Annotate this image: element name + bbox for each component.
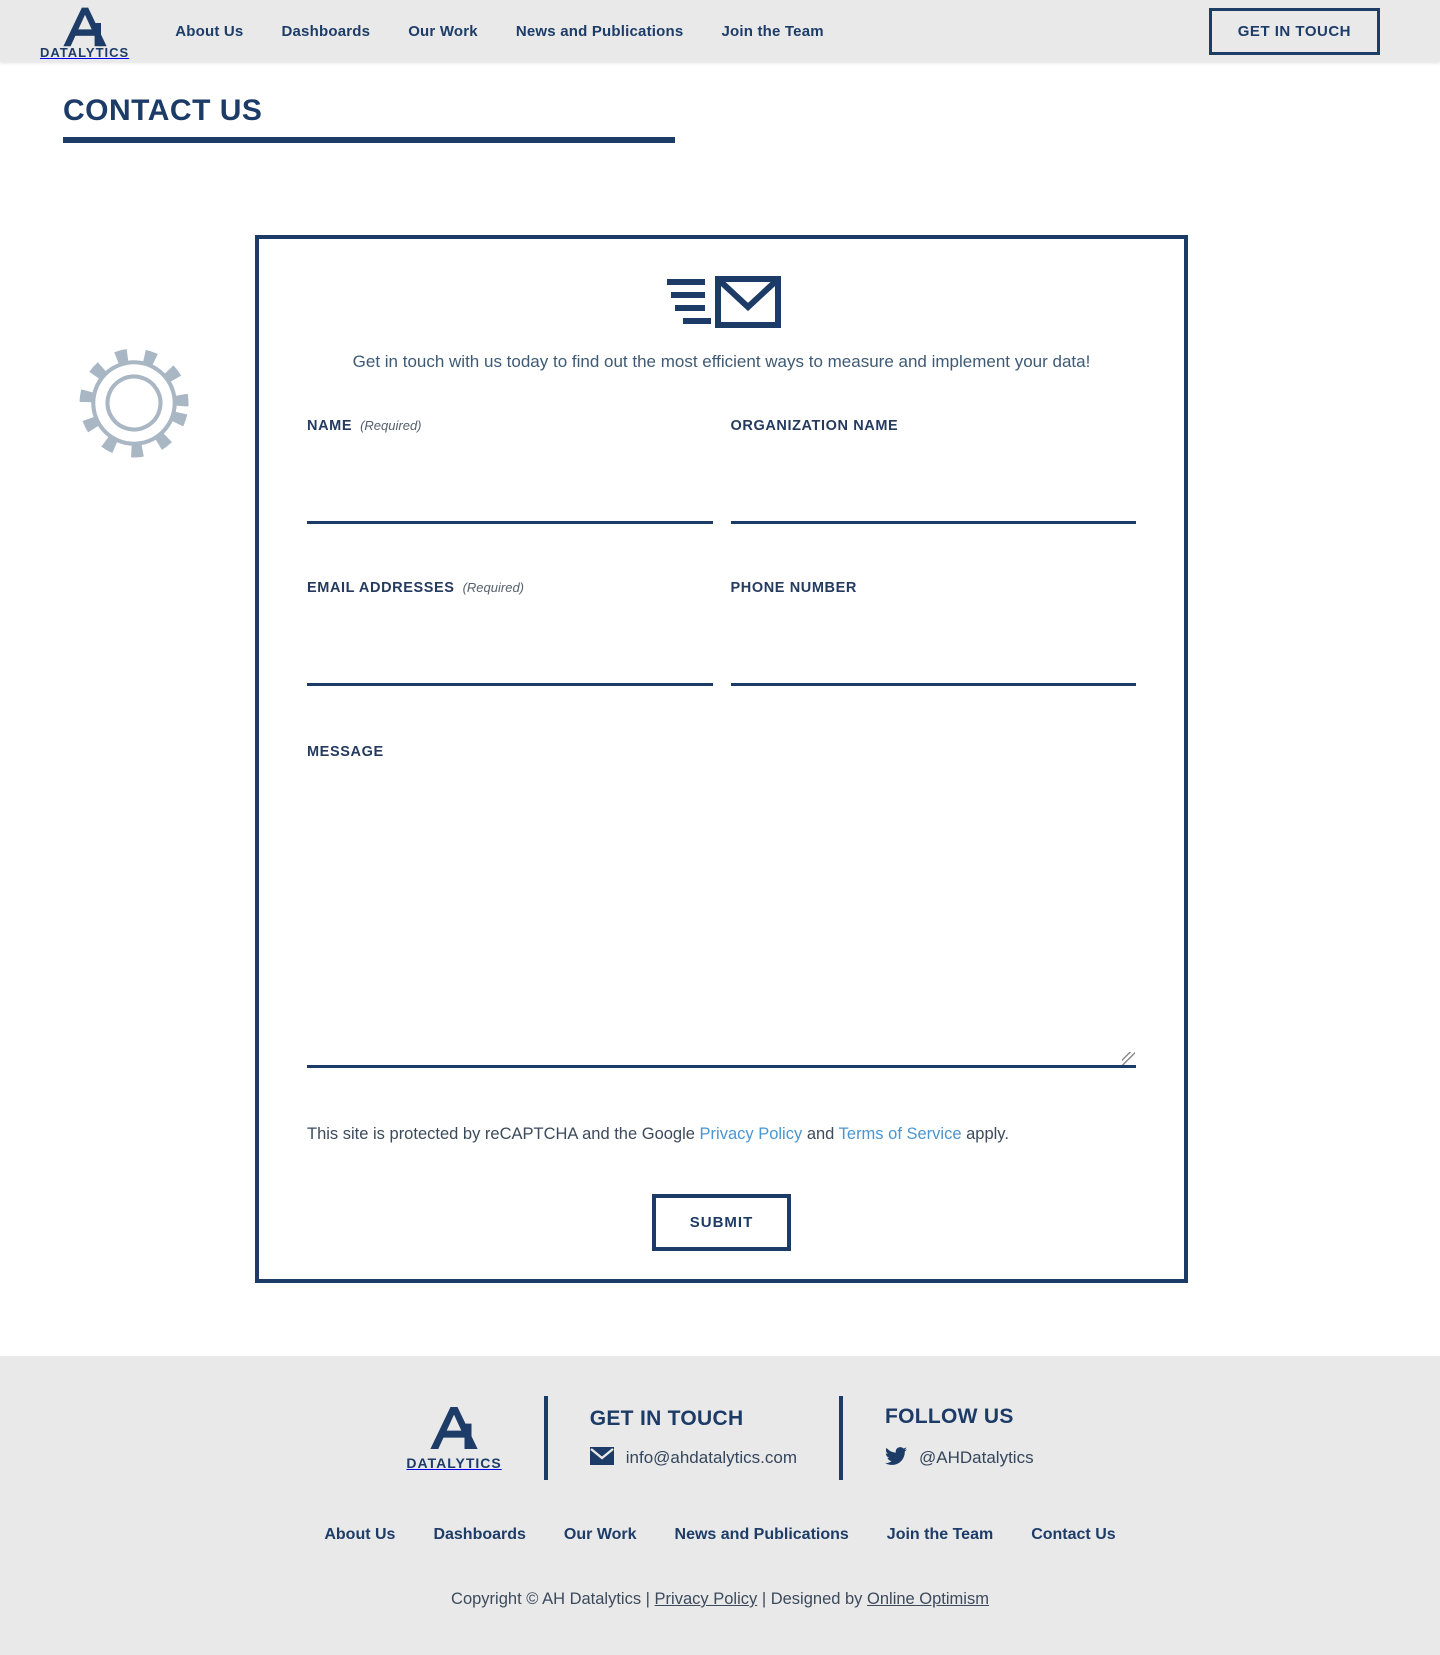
ah-monogram-icon xyxy=(59,7,111,47)
privacy-policy-link[interactable]: Privacy Policy xyxy=(699,1125,803,1143)
footer-nav-about-us[interactable]: About Us xyxy=(324,1526,396,1543)
nav-join-the-team[interactable]: Join the Team xyxy=(721,22,824,40)
footer-logo-wordmark: DATALYTICS xyxy=(406,1454,502,1471)
main-nav xyxy=(175,23,824,40)
footer-nav-join-the-team[interactable]: Join the Team xyxy=(886,1526,994,1543)
phone-field-group xyxy=(731,580,1137,686)
recaptcha-text-after: apply. xyxy=(961,1125,1009,1143)
name-required-note: (Required) xyxy=(360,418,422,433)
copyright-line xyxy=(0,1590,1440,1609)
recaptcha-notice xyxy=(307,1125,1136,1144)
get-in-touch-button[interactable]: GET IN TOUCH xyxy=(1209,8,1380,55)
footer-email-link[interactable]: info@ahdatalytics.com xyxy=(625,1448,798,1467)
footer-nav-news-publications[interactable]: News and Publications xyxy=(674,1526,849,1543)
footer-logo[interactable] xyxy=(406,1406,501,1471)
organization-label: ORGANIZATION NAME xyxy=(730,418,899,434)
footer-top-row xyxy=(0,1396,1440,1480)
name-label: NAME xyxy=(307,418,353,434)
title-underline xyxy=(63,137,675,143)
name-input[interactable] xyxy=(307,490,713,524)
contact-form xyxy=(255,235,1188,1283)
fast-mail-icon-wrap xyxy=(307,273,1136,336)
nav-dashboards[interactable]: Dashboards xyxy=(281,22,371,40)
ah-monogram-icon xyxy=(426,1406,482,1455)
footer-divider xyxy=(544,1396,548,1480)
site-logo[interactable] xyxy=(40,7,129,60)
email-label: EMAIL ADDRESSES xyxy=(307,580,455,596)
speeding-envelope-icon xyxy=(661,318,783,335)
footer-follow-us xyxy=(885,1405,1034,1472)
envelope-icon xyxy=(590,1447,614,1470)
copyright-text-before: Copyright © AH Datalytics | xyxy=(451,1590,655,1608)
phone-input[interactable] xyxy=(731,652,1137,686)
email-required-note: (Required) xyxy=(462,580,525,595)
textarea-resize-handle[interactable] xyxy=(1122,1052,1135,1065)
copyright-text-middle: | Designed by xyxy=(757,1590,868,1608)
organization-input[interactable] xyxy=(731,490,1137,524)
footer-spacer xyxy=(0,1283,1440,1356)
footer-nav-our-work[interactable]: Our Work xyxy=(563,1526,637,1543)
footer-nav-contact-us[interactable]: Contact Us xyxy=(1031,1526,1116,1543)
main-content xyxy=(0,235,1440,1283)
follow-us-heading: FOLLOW US xyxy=(885,1404,1014,1428)
footer xyxy=(0,1356,1440,1655)
name-field-group xyxy=(307,418,713,524)
recaptcha-text-middle: and xyxy=(802,1125,839,1143)
page-title-block xyxy=(63,94,1440,143)
top-nav-bar xyxy=(0,0,1440,62)
submit-button[interactable]: SUBMIT xyxy=(652,1194,792,1251)
designer-link[interactable]: Online Optimism xyxy=(867,1590,989,1608)
twitter-bird-icon xyxy=(885,1445,907,1472)
gear-icon xyxy=(78,347,190,464)
form-intro-text: Get in touch with us today to find out the most efficient ways to measure and implement your data! xyxy=(352,352,1091,371)
organization-field-group xyxy=(731,418,1137,524)
message-textarea[interactable] xyxy=(307,768,1136,1068)
fields-row-2 xyxy=(307,580,1136,686)
nav-our-work[interactable]: Our Work xyxy=(408,22,478,40)
message-label: MESSAGE xyxy=(307,744,384,760)
footer-privacy-policy-link[interactable]: Privacy Policy xyxy=(654,1590,758,1608)
footer-nav-dashboards[interactable]: Dashboards xyxy=(433,1526,526,1543)
footer-twitter-link[interactable]: @AHDatalytics xyxy=(919,1448,1034,1467)
logo-wordmark: DATALYTICS xyxy=(40,44,130,60)
message-field-group xyxy=(307,744,1136,1073)
footer-nav xyxy=(0,1526,1440,1544)
footer-divider xyxy=(839,1396,843,1480)
recaptcha-text-before: This site is protected by reCAPTCHA and the Google xyxy=(307,1125,700,1143)
nav-about-us[interactable]: About Us xyxy=(175,22,244,40)
terms-of-service-link[interactable]: Terms of Service xyxy=(838,1125,962,1143)
footer-get-in-touch xyxy=(590,1407,797,1470)
page-title: CONTACT US xyxy=(63,94,263,127)
email-input[interactable] xyxy=(307,652,713,686)
fields-row-1 xyxy=(307,418,1136,524)
phone-label: PHONE NUMBER xyxy=(730,580,857,596)
nav-news-publications[interactable]: News and Publications xyxy=(515,22,684,40)
email-field-group xyxy=(307,580,713,686)
get-in-touch-heading: GET IN TOUCH xyxy=(589,1406,744,1430)
